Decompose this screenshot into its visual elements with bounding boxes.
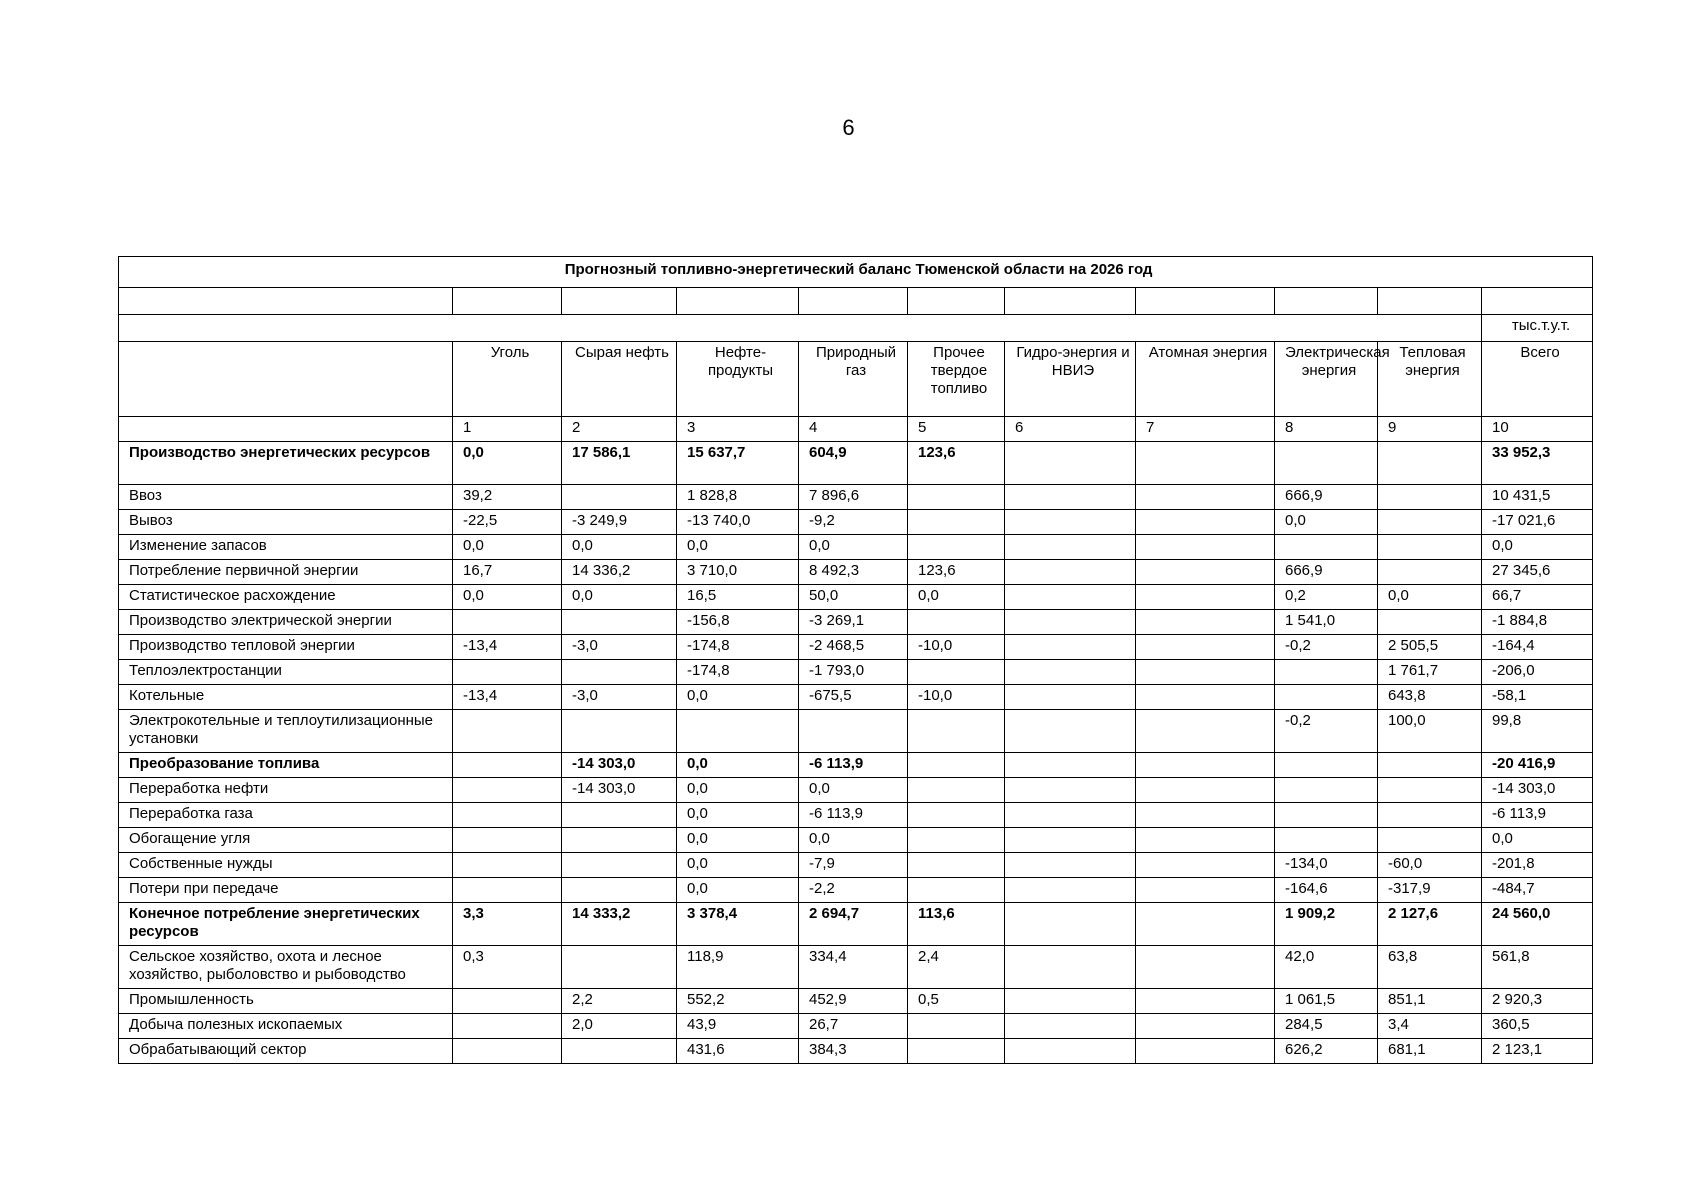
table-cell: [1378, 442, 1482, 485]
table-cell: [908, 710, 1005, 753]
table-cell: [1378, 610, 1482, 635]
table-cell: [677, 710, 799, 753]
row-label: Конечное потребление энергетических ресурсов: [119, 903, 453, 946]
table-row: [119, 635, 1593, 660]
table-cell: 0,0: [799, 828, 908, 853]
column-header: Прочее твердое топливо: [908, 342, 1005, 417]
table-cell: [1275, 753, 1378, 778]
table-cell: [1005, 1014, 1136, 1039]
table-cell: [908, 610, 1005, 635]
page-number: 6: [842, 115, 855, 140]
column-number: 2: [562, 417, 677, 442]
table-cell: 0,0: [1378, 585, 1482, 610]
table-cell: 3 710,0: [677, 560, 799, 585]
column-header: Нефте-продукты: [677, 342, 799, 417]
column-number-row: [119, 417, 1593, 442]
table-cell: [562, 828, 677, 853]
table-cell: -675,5: [799, 685, 908, 710]
row-label: Изменение запасов: [119, 535, 453, 560]
table-cell: 334,4: [799, 946, 908, 989]
table-cell: [1136, 510, 1275, 535]
row-label: Добыча полезных ископаемых: [119, 1014, 453, 1039]
table-cell: -3 269,1: [799, 610, 908, 635]
table-cell: -58,1: [1482, 685, 1593, 710]
table-cell: -1 793,0: [799, 660, 908, 685]
table-cell: -3,0: [562, 635, 677, 660]
row-label: Переработка газа: [119, 803, 453, 828]
table-cell: 604,9: [799, 442, 908, 485]
table-cell: 666,9: [1275, 560, 1378, 585]
table-cell: [1275, 828, 1378, 853]
table-cell: -14 303,0: [562, 778, 677, 803]
table-cell: 0,0: [677, 685, 799, 710]
table-cell: 0,0: [453, 442, 562, 485]
table-cell: 3 378,4: [677, 903, 799, 946]
table-cell: [908, 753, 1005, 778]
table-cell: 2 694,7: [799, 903, 908, 946]
table-cell: [1378, 753, 1482, 778]
table-cell: 3,3: [453, 903, 562, 946]
table-cell: -484,7: [1482, 878, 1593, 903]
column-number: 7: [1136, 417, 1275, 442]
table-cell: -6 113,9: [799, 753, 908, 778]
table-cell: [1378, 485, 1482, 510]
table-row: [119, 485, 1593, 510]
row-label: Промышленность: [119, 989, 453, 1014]
table-cell: [453, 753, 562, 778]
column-header: Всего: [1482, 342, 1593, 417]
table-cell: [1005, 660, 1136, 685]
table-cell: [908, 1014, 1005, 1039]
table-cell: [562, 853, 677, 878]
table-cell: 851,1: [1378, 989, 1482, 1014]
table-cell: -164,4: [1482, 635, 1593, 660]
table-cell: 123,6: [908, 442, 1005, 485]
column-number: 5: [908, 417, 1005, 442]
table-cell: [1005, 442, 1136, 485]
row-label: Сельское хозяйство, охота и лесное хозяйство, рыболовство и рыбоводство: [119, 946, 453, 989]
table-cell: 33 952,3: [1482, 442, 1593, 485]
table-cell: -20 416,9: [1482, 753, 1593, 778]
column-number: 8: [1275, 417, 1378, 442]
column-number: 3: [677, 417, 799, 442]
table-cell: 2,2: [562, 989, 677, 1014]
table-cell: [1136, 685, 1275, 710]
table-cell: [453, 989, 562, 1014]
table-cell: [453, 1039, 562, 1064]
table-row: [119, 828, 1593, 853]
table-cell: [1005, 710, 1136, 753]
table-cell: [1005, 989, 1136, 1014]
table-cell: [1005, 610, 1136, 635]
table-cell: 0,0: [1482, 535, 1593, 560]
table-cell: [1136, 1039, 1275, 1064]
table-row: [119, 560, 1593, 585]
table-cell: 0,0: [908, 585, 1005, 610]
table-cell: [1378, 778, 1482, 803]
table-cell: 552,2: [677, 989, 799, 1014]
table-cell: [1136, 853, 1275, 878]
table-cell: [1136, 485, 1275, 510]
row-label: Производство электрической энергии: [119, 610, 453, 635]
table-cell: -156,8: [677, 610, 799, 635]
table-cell: 16,5: [677, 585, 799, 610]
row-label: Обрабатывающий сектор: [119, 1039, 453, 1064]
table-cell: [1136, 989, 1275, 1014]
table-cell: -13,4: [453, 635, 562, 660]
table-cell: -0,2: [1275, 635, 1378, 660]
row-label: Преобразование топлива: [119, 753, 453, 778]
table-cell: [1136, 828, 1275, 853]
table-cell: 626,2: [1275, 1039, 1378, 1064]
column-header: Гидро-энергия и НВИЭ: [1005, 342, 1136, 417]
table-title: Прогнозный топливно-энергетический баланс Тюменской области на 2026 год: [119, 257, 1593, 288]
table-cell: -22,5: [453, 510, 562, 535]
table-cell: [453, 828, 562, 853]
column-number: 4: [799, 417, 908, 442]
table-cell: [1136, 610, 1275, 635]
table-cell: [1005, 510, 1136, 535]
row-label: Переработка нефти: [119, 778, 453, 803]
table-cell: 100,0: [1378, 710, 1482, 753]
table-cell: [1005, 753, 1136, 778]
table-cell: -6 113,9: [799, 803, 908, 828]
column-header: Электрическая энергия: [1275, 342, 1378, 417]
row-label: Статистическое расхождение: [119, 585, 453, 610]
table-cell: -14 303,0: [1482, 778, 1593, 803]
table-cell: [1275, 535, 1378, 560]
table-cell: [1378, 828, 1482, 853]
table-cell: 0,0: [453, 585, 562, 610]
table-cell: -13,4: [453, 685, 562, 710]
column-header: Тепловая энергия: [1378, 342, 1482, 417]
row-label: Электрокотельные и теплоутилизационные установки: [119, 710, 453, 753]
table-cell: 0,0: [1275, 510, 1378, 535]
table-cell: -134,0: [1275, 853, 1378, 878]
table-row: [119, 1014, 1593, 1039]
row-label: Собственные нужды: [119, 853, 453, 878]
table-cell: [453, 853, 562, 878]
table-cell: [1136, 660, 1275, 685]
table-cell: 0,0: [799, 778, 908, 803]
table-row: [119, 778, 1593, 803]
table-cell: 0,0: [799, 535, 908, 560]
table-cell: 14 333,2: [562, 903, 677, 946]
table-cell: [453, 710, 562, 753]
table-cell: 681,1: [1378, 1039, 1482, 1064]
table-cell: -10,0: [908, 635, 1005, 660]
table-row: [119, 685, 1593, 710]
table-cell: [1005, 585, 1136, 610]
table-cell: [908, 1039, 1005, 1064]
table-cell: 1 828,8: [677, 485, 799, 510]
table-cell: 452,9: [799, 989, 908, 1014]
table-cell: 24 560,0: [1482, 903, 1593, 946]
table-cell: 99,8: [1482, 710, 1593, 753]
table-cell: [562, 878, 677, 903]
table-cell: [1136, 560, 1275, 585]
table-cell: -9,2: [799, 510, 908, 535]
table-cell: 123,6: [908, 560, 1005, 585]
column-header: Уголь: [453, 342, 562, 417]
table-cell: [908, 510, 1005, 535]
table-cell: [562, 946, 677, 989]
table-cell: -2,2: [799, 878, 908, 903]
table-cell: [1136, 710, 1275, 753]
table-cell: [908, 878, 1005, 903]
table-cell: 2 127,6: [1378, 903, 1482, 946]
table-row: [119, 903, 1593, 946]
table-cell: 113,6: [908, 903, 1005, 946]
table-row: [119, 753, 1593, 778]
table-cell: [908, 803, 1005, 828]
table-cell: -206,0: [1482, 660, 1593, 685]
table-cell: [1275, 803, 1378, 828]
energy-balance-table: [118, 256, 1593, 1064]
table-cell: 43,9: [677, 1014, 799, 1039]
table-cell: 1 909,2: [1275, 903, 1378, 946]
column-number: 10: [1482, 417, 1593, 442]
column-header-row: [119, 342, 1593, 417]
table-cell: [908, 778, 1005, 803]
table-cell: [1136, 878, 1275, 903]
table-cell: 0,3: [453, 946, 562, 989]
table-cell: [1378, 535, 1482, 560]
table-cell: 118,9: [677, 946, 799, 989]
table-cell: 10 431,5: [1482, 485, 1593, 510]
table-cell: -7,9: [799, 853, 908, 878]
table-cell: 16,7: [453, 560, 562, 585]
table-cell: [1378, 510, 1482, 535]
table-cell: -201,8: [1482, 853, 1593, 878]
table-cell: [453, 878, 562, 903]
table-cell: 561,8: [1482, 946, 1593, 989]
table-row: [119, 442, 1593, 485]
table-cell: [908, 660, 1005, 685]
table-cell: 0,0: [1482, 828, 1593, 853]
column-number: 1: [453, 417, 562, 442]
table-cell: [562, 660, 677, 685]
table-cell: 2 505,5: [1378, 635, 1482, 660]
column-header: Атомная энергия: [1136, 342, 1275, 417]
table-cell: [1005, 946, 1136, 989]
table-cell: [453, 778, 562, 803]
table-cell: [1275, 442, 1378, 485]
table-cell: [1136, 635, 1275, 660]
table-cell: [1005, 903, 1136, 946]
table-cell: 0,0: [677, 778, 799, 803]
table-cell: 2 920,3: [1482, 989, 1593, 1014]
table-cell: 0,0: [677, 828, 799, 853]
table-row: [119, 946, 1593, 989]
table-cell: 27 345,6: [1482, 560, 1593, 585]
table-cell: 643,8: [1378, 685, 1482, 710]
table-cell: 1 541,0: [1275, 610, 1378, 635]
table-cell: [1136, 535, 1275, 560]
row-label: Теплоэлектростанции: [119, 660, 453, 685]
table-cell: [562, 610, 677, 635]
table-cell: [1005, 853, 1136, 878]
table-cell: [1005, 878, 1136, 903]
table-cell: [1136, 903, 1275, 946]
table-cell: [1275, 778, 1378, 803]
table-cell: [562, 803, 677, 828]
table-cell: [1005, 1039, 1136, 1064]
row-label: Потери при передаче: [119, 878, 453, 903]
table-row: [119, 610, 1593, 635]
table-cell: 7 896,6: [799, 485, 908, 510]
table-cell: [1378, 560, 1482, 585]
table-row: [119, 1039, 1593, 1064]
column-number: 9: [1378, 417, 1482, 442]
table-cell: [1005, 485, 1136, 510]
table-cell: [908, 485, 1005, 510]
table-cell: [1005, 535, 1136, 560]
table-cell: -3 249,9: [562, 510, 677, 535]
table-cell: 0,5: [908, 989, 1005, 1014]
table-cell: -174,8: [677, 635, 799, 660]
table-cell: -0,2: [1275, 710, 1378, 753]
table-cell: [562, 485, 677, 510]
table-cell: -10,0: [908, 685, 1005, 710]
table-cell: 14 336,2: [562, 560, 677, 585]
table-cell: 42,0: [1275, 946, 1378, 989]
row-label: Котельные: [119, 685, 453, 710]
table-cell: 284,5: [1275, 1014, 1378, 1039]
table-cell: -317,9: [1378, 878, 1482, 903]
row-label: Обогащение угля: [119, 828, 453, 853]
table-cell: [1005, 560, 1136, 585]
table-cell: 17 586,1: [562, 442, 677, 485]
column-header: Природный газ: [799, 342, 908, 417]
table-cell: [1005, 685, 1136, 710]
table-cell: [1005, 635, 1136, 660]
table-cell: [1005, 828, 1136, 853]
table-cell: 0,0: [677, 535, 799, 560]
table-cell: 2,4: [908, 946, 1005, 989]
table-cell: -13 740,0: [677, 510, 799, 535]
table-cell: [1275, 660, 1378, 685]
table-cell: [1136, 442, 1275, 485]
table-spacer-row: [119, 288, 1593, 315]
unit-label: тыс.т.у.т.: [1482, 315, 1593, 342]
table-cell: [1136, 803, 1275, 828]
table-cell: [1275, 685, 1378, 710]
table-cell: 0,0: [677, 853, 799, 878]
table-cell: 431,6: [677, 1039, 799, 1064]
table-row: [119, 853, 1593, 878]
table-cell: [453, 803, 562, 828]
table-cell: 0,0: [677, 803, 799, 828]
table-cell: -1 884,8: [1482, 610, 1593, 635]
table-cell: [453, 660, 562, 685]
row-label: Ввоз: [119, 485, 453, 510]
row-label: Вывоз: [119, 510, 453, 535]
table-cell: [453, 610, 562, 635]
table-cell: 3,4: [1378, 1014, 1482, 1039]
table-cell: 8 492,3: [799, 560, 908, 585]
table-cell: [1136, 753, 1275, 778]
table-cell: -6 113,9: [1482, 803, 1593, 828]
table-row: [119, 710, 1593, 753]
table-cell: [1005, 778, 1136, 803]
table-cell: [908, 535, 1005, 560]
table-cell: 39,2: [453, 485, 562, 510]
row-label: Производство тепловой энергии: [119, 635, 453, 660]
table-row: [119, 878, 1593, 903]
table-cell: -17 021,6: [1482, 510, 1593, 535]
table-cell: [1378, 803, 1482, 828]
table-cell: [1136, 778, 1275, 803]
table-row: [119, 585, 1593, 610]
table-cell: 0,0: [453, 535, 562, 560]
table-cell: [1136, 1014, 1275, 1039]
row-label: Потребление первичной энергии: [119, 560, 453, 585]
table-cell: 666,9: [1275, 485, 1378, 510]
table-cell: -3,0: [562, 685, 677, 710]
table-cell: 2,0: [562, 1014, 677, 1039]
table-cell: 1 761,7: [1378, 660, 1482, 685]
table-cell: [908, 828, 1005, 853]
table-cell: [908, 853, 1005, 878]
table-cell: 0,0: [562, 535, 677, 560]
table-row: [119, 989, 1593, 1014]
table-cell: 1 061,5: [1275, 989, 1378, 1014]
table-cell: 26,7: [799, 1014, 908, 1039]
table-cell: 2 123,1: [1482, 1039, 1593, 1064]
table-cell: 63,8: [1378, 946, 1482, 989]
table-cell: 0,0: [677, 878, 799, 903]
table-row: [119, 660, 1593, 685]
table-cell: -14 303,0: [562, 753, 677, 778]
table-cell: [1005, 803, 1136, 828]
column-header: Сырая нефть: [562, 342, 677, 417]
column-number: 6: [1005, 417, 1136, 442]
table-cell: -60,0: [1378, 853, 1482, 878]
table-cell: 15 637,7: [677, 442, 799, 485]
table-cell: -2 468,5: [799, 635, 908, 660]
table-row: [119, 803, 1593, 828]
table-cell: 50,0: [799, 585, 908, 610]
table-cell: -174,8: [677, 660, 799, 685]
table-cell: [799, 710, 908, 753]
table-cell: [453, 1014, 562, 1039]
table-cell: 0,0: [562, 585, 677, 610]
table-row: [119, 535, 1593, 560]
table-cell: 384,3: [799, 1039, 908, 1064]
table-cell: -164,6: [1275, 878, 1378, 903]
table-cell: [1136, 585, 1275, 610]
table-cell: 360,5: [1482, 1014, 1593, 1039]
table-cell: 0,0: [677, 753, 799, 778]
table-cell: [1136, 946, 1275, 989]
table-cell: 0,2: [1275, 585, 1378, 610]
table-cell: 66,7: [1482, 585, 1593, 610]
table-unit-row: [119, 315, 1593, 342]
table-row: [119, 510, 1593, 535]
row-label: Производство энергетических ресурсов: [119, 442, 453, 485]
table-cell: [562, 710, 677, 753]
table-cell: [562, 1039, 677, 1064]
